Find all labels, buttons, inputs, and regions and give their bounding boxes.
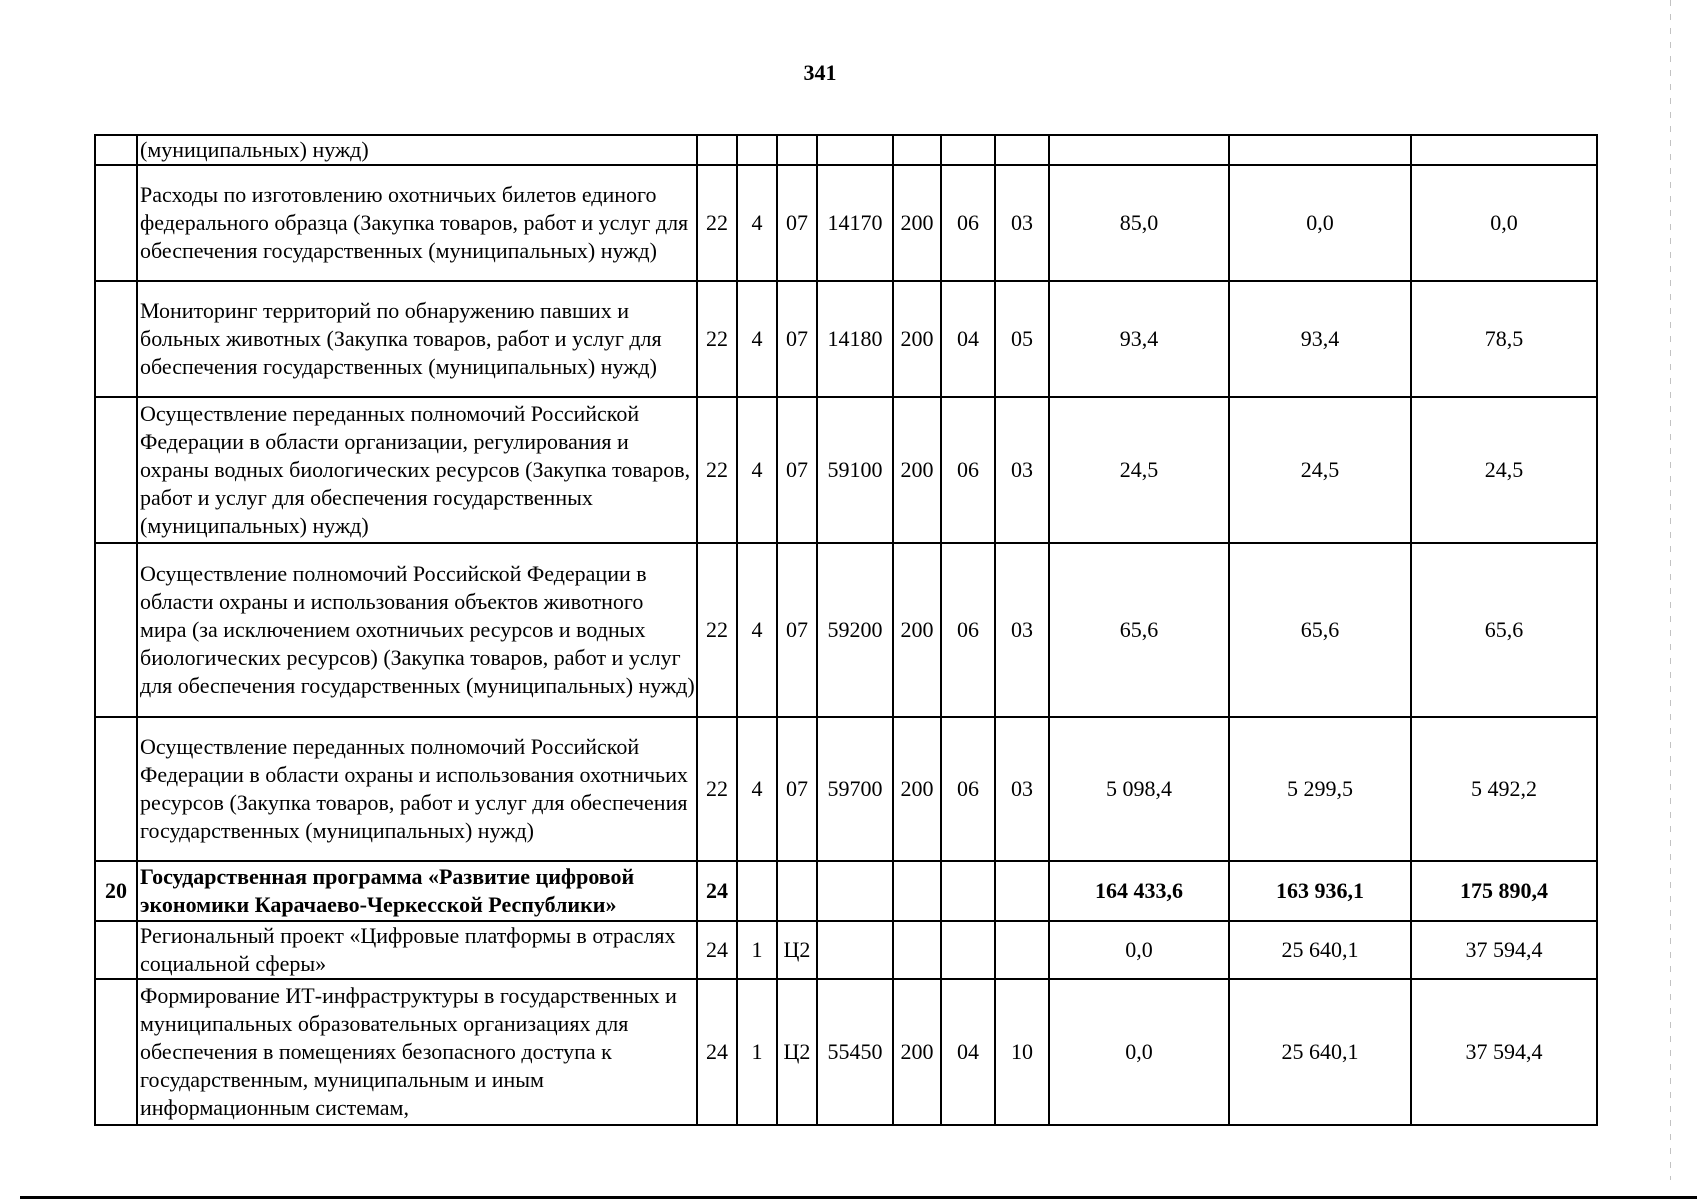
row-number-cell [95,979,137,1125]
amount-year-3-cell [1411,135,1597,165]
row-number-cell: 20 [95,861,137,921]
table-row [95,165,1597,281]
expense-type-cell: 200 [893,397,941,543]
section-cell: 04 [941,281,995,397]
project-code-cell: 07 [777,717,817,861]
subprogram-code-cell: 4 [737,281,777,397]
direction-code-cell [817,861,893,921]
section-cell: 06 [941,165,995,281]
table-row [95,135,1597,165]
subprogram-code-cell: 4 [737,543,777,717]
program-code-cell: 24 [697,979,737,1125]
direction-code-cell: 59200 [817,543,893,717]
row-number-cell [95,921,137,979]
program-code-cell: 24 [697,861,737,921]
subprogram-code-cell: 4 [737,397,777,543]
program-code-cell: 22 [697,397,737,543]
subprogram-code-cell [737,861,777,921]
expense-name-cell: Осуществление переданных полномочий Российской Федерации в области охраны и использования охотничьих ресурсов (Закупка товаров, работ и услуг для обеспечения государственных (муниципальных) нужд) [137,717,697,861]
project-code-cell [777,135,817,165]
amount-year-3-cell: 78,5 [1411,281,1597,397]
amount-year-1-cell: 5 098,4 [1049,717,1229,861]
amount-year-2-cell: 93,4 [1229,281,1411,397]
expense-type-cell [893,135,941,165]
amount-year-2-cell: 5 299,5 [1229,717,1411,861]
table-row [95,397,1597,543]
row-number-cell [95,397,137,543]
section-cell: 06 [941,397,995,543]
expense-name-cell: Расходы по изготовлению охотничьих билетов единого федерального образца (Закупка товаров, работ и услуг для обеспечения государственных (муниципальных) нужд) [137,165,697,281]
amount-year-1-cell: 93,4 [1049,281,1229,397]
budget-table [94,134,1598,1126]
subprogram-code-cell: 4 [737,717,777,861]
expense-type-cell: 200 [893,281,941,397]
amount-year-3-cell: 24,5 [1411,397,1597,543]
table-row [95,717,1597,861]
amount-year-1-cell: 0,0 [1049,921,1229,979]
amount-year-1-cell: 65,6 [1049,543,1229,717]
subprogram-code-cell: 1 [737,921,777,979]
program-code-cell: 22 [697,543,737,717]
row-number-cell [95,717,137,861]
expense-name-cell: Осуществление полномочий Российской Федерации в области охраны и использования объектов животного мира (за исключением охотничьих ресурсов и водных биологических ресурсов) (Закупка товаров, работ и услуг для обеспечения государственных (муниципальных) нужд) [137,543,697,717]
program-code-cell: 22 [697,717,737,861]
subprogram-code-cell [737,135,777,165]
subsection-cell [995,921,1049,979]
table-row [95,281,1597,397]
program-code-cell [697,135,737,165]
amount-year-2-cell: 25 640,1 [1229,979,1411,1125]
direction-code-cell: 59100 [817,397,893,543]
amount-year-2-cell: 65,6 [1229,543,1411,717]
amount-year-1-cell: 0,0 [1049,979,1229,1125]
program-code-cell: 22 [697,281,737,397]
expense-type-cell: 200 [893,543,941,717]
amount-year-2-cell [1229,135,1411,165]
table-row [95,861,1597,921]
amount-year-1-cell: 164 433,6 [1049,861,1229,921]
row-number-cell [95,543,137,717]
project-code-cell: Ц2 [777,921,817,979]
subsection-cell [995,861,1049,921]
amount-year-2-cell: 0,0 [1229,165,1411,281]
subsection-cell: 03 [995,717,1049,861]
direction-code-cell [817,135,893,165]
expense-name-cell: Мониторинг территорий по обнаружению павших и больных животных (Закупка товаров, работ и услуг для обеспечения государственных (муниципальных) нужд) [137,281,697,397]
program-code-cell: 22 [697,165,737,281]
amount-year-1-cell [1049,135,1229,165]
table-row [95,979,1597,1125]
amount-year-1-cell: 24,5 [1049,397,1229,543]
direction-code-cell: 14180 [817,281,893,397]
expense-name-cell: Государственная программа «Развитие цифровой экономики Карачаево-Черкесской Республики» [137,861,697,921]
subsection-cell: 03 [995,543,1049,717]
subsection-cell: 03 [995,165,1049,281]
amount-year-3-cell: 65,6 [1411,543,1597,717]
row-number-cell [95,281,137,397]
direction-code-cell: 14170 [817,165,893,281]
project-code-cell [777,861,817,921]
expense-type-cell [893,921,941,979]
row-number-cell [95,135,137,165]
project-code-cell: 07 [777,165,817,281]
section-cell [941,921,995,979]
section-cell [941,135,995,165]
subprogram-code-cell: 4 [737,165,777,281]
subsection-cell: 05 [995,281,1049,397]
expense-type-cell [893,861,941,921]
scan-edge-mark [1670,0,1671,1180]
project-code-cell: Ц2 [777,979,817,1125]
expense-name-cell: Осуществление переданных полномочий Российской Федерации в области организации, регулирования и охраны водных биологических ресурсов (Закупка товаров, работ и услуг для обеспечения государственных (муниципальных) нужд) [137,397,697,543]
section-cell: 04 [941,979,995,1125]
expense-type-cell: 200 [893,165,941,281]
expense-name-cell: (муниципальных) нужд) [137,135,697,165]
amount-year-3-cell: 37 594,4 [1411,921,1597,979]
subsection-cell [995,135,1049,165]
project-code-cell: 07 [777,543,817,717]
expense-name-cell: Региональный проект «Цифровые платформы в отраслях социальной сферы» [137,921,697,979]
amount-year-1-cell: 85,0 [1049,165,1229,281]
expense-name-cell: Формирование ИТ-инфраструктуры в государственных и муниципальных образовательных организациях для обеспечения в помещениях безопасного доступа к государственным, муниципальным и иным информационным системам, [137,979,697,1125]
program-code-cell: 24 [697,921,737,979]
subsection-cell: 03 [995,397,1049,543]
subsection-cell: 10 [995,979,1049,1125]
row-number-cell [95,165,137,281]
amount-year-3-cell: 175 890,4 [1411,861,1597,921]
page-bottom-rule [20,1196,1697,1199]
project-code-cell: 07 [777,397,817,543]
direction-code-cell: 59700 [817,717,893,861]
direction-code-cell: 55450 [817,979,893,1125]
section-cell: 06 [941,717,995,861]
amount-year-3-cell: 0,0 [1411,165,1597,281]
amount-year-3-cell: 37 594,4 [1411,979,1597,1125]
table-row [95,543,1597,717]
project-code-cell: 07 [777,281,817,397]
subprogram-code-cell: 1 [737,979,777,1125]
amount-year-3-cell: 5 492,2 [1411,717,1597,861]
section-cell: 06 [941,543,995,717]
amount-year-2-cell: 163 936,1 [1229,861,1411,921]
page-number: 341 [803,60,837,85]
expense-type-cell: 200 [893,717,941,861]
section-cell [941,861,995,921]
amount-year-2-cell: 25 640,1 [1229,921,1411,979]
amount-year-2-cell: 24,5 [1229,397,1411,543]
table-row [95,921,1597,979]
direction-code-cell [817,921,893,979]
expense-type-cell: 200 [893,979,941,1125]
